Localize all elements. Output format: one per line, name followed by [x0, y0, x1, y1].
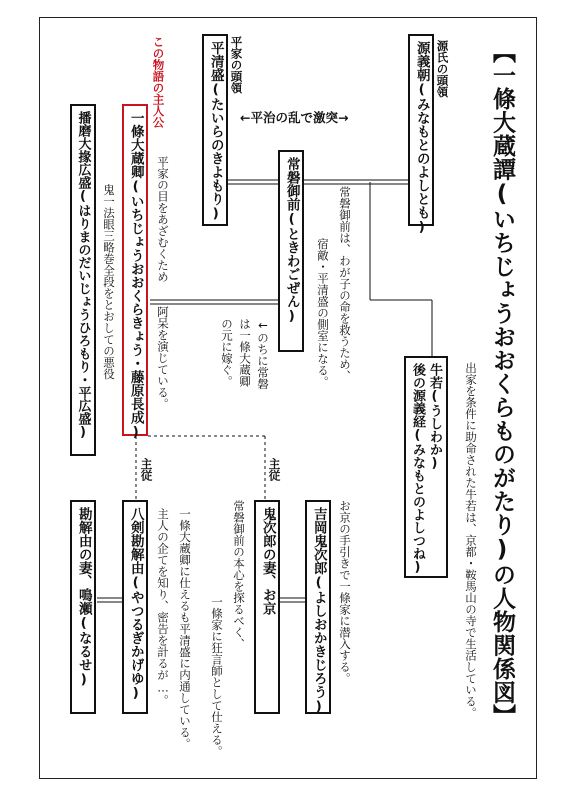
harima-note: 鬼一法眼三略巻全段をとおしての悪役	[102, 184, 116, 380]
okyo-note-1: 常磐御前の本心を探るべく、	[232, 500, 246, 650]
yatsurugi-box	[122, 500, 148, 714]
okura-note-2: 阿呆を演じている。	[156, 306, 170, 410]
yoshioka-note: お京の手引きで一條家に潜入する。	[338, 500, 352, 684]
ushiwaka-box	[404, 356, 448, 578]
harima-box	[70, 104, 96, 456]
minamoto-name: 源義朝(みなもとのよしとも)	[413, 41, 430, 235]
marriage-note-3: の元に嫁ぐ。	[220, 318, 234, 387]
shujuu-label-1: 主従	[139, 458, 154, 481]
tokiwa-name: 常磐御前(ときわごぜん)	[283, 157, 300, 324]
naruse-name: 勘解由の妻、鳴瀬(なるせ)	[75, 507, 92, 688]
yoshioka-name: 吉岡鬼次郎(よしおかきじろう)	[310, 507, 327, 715]
taira-role: 平家の頭領	[229, 36, 244, 94]
yatsurugi-note-1: 一條大蔵卿に仕えるも平清盛に内通している。	[178, 508, 192, 750]
ushiwaka-note: 出家を条件に助命された牛若は、京都・鞍馬山の寺で生活している。	[464, 362, 478, 719]
yatsurugi-note-2: 主人の企てを知り、密告を計るが…。	[156, 508, 170, 706]
tokiwa-note-1: 常磐御前は、わが子の命を救うため、	[338, 186, 352, 382]
marriage-note-1: ←のちに常磐	[256, 318, 270, 390]
page-title: 【一條大蔵譚(いちじょうおおくらものがたり)の人物関係図】	[489, 40, 515, 728]
marriage-note-2: は一條大蔵卿	[238, 318, 252, 387]
ushiwaka-name: 牛若(うしわか)	[427, 363, 442, 471]
okura-box	[122, 104, 148, 440]
okyo-box	[254, 500, 280, 714]
harima-name: 播磨大掾広盛(はりまのだいじょうひろもり・平広盛)	[75, 111, 91, 440]
okyo-name: 鬼次郎の妻、お京	[259, 507, 276, 615]
taira-box	[202, 34, 228, 226]
minamoto-role: 源氏の頭領	[435, 40, 450, 98]
tokiwa-box	[278, 150, 304, 352]
ushiwaka-later-name: 後の源義経(みなもとのよしつね)	[410, 363, 425, 575]
yatsurugi-name: 八剣勘解由(やつるぎかげゆ)	[127, 507, 144, 701]
okura-note-1: 平家の目をあざむくため	[156, 156, 170, 283]
naruse-box	[70, 500, 96, 714]
minamoto-box	[408, 34, 434, 235]
shujuu-label-2: 主従	[267, 458, 282, 481]
battle-label: ←平治の乱で激突→	[240, 110, 349, 125]
taira-name: 平清盛(たいらのきよもり)	[207, 41, 224, 222]
okura-name: 一條大蔵卿(いちじょうおおくらきょう・藤原長成)	[127, 111, 144, 440]
okyo-note-2: 一條家に狂言師として仕える。	[210, 596, 224, 757]
protagonist-tag: この物語の主人公	[151, 36, 166, 128]
yoshioka-box	[305, 500, 331, 714]
tokiwa-note-2: 宿敵・平清盛の側室になる。	[316, 238, 330, 388]
